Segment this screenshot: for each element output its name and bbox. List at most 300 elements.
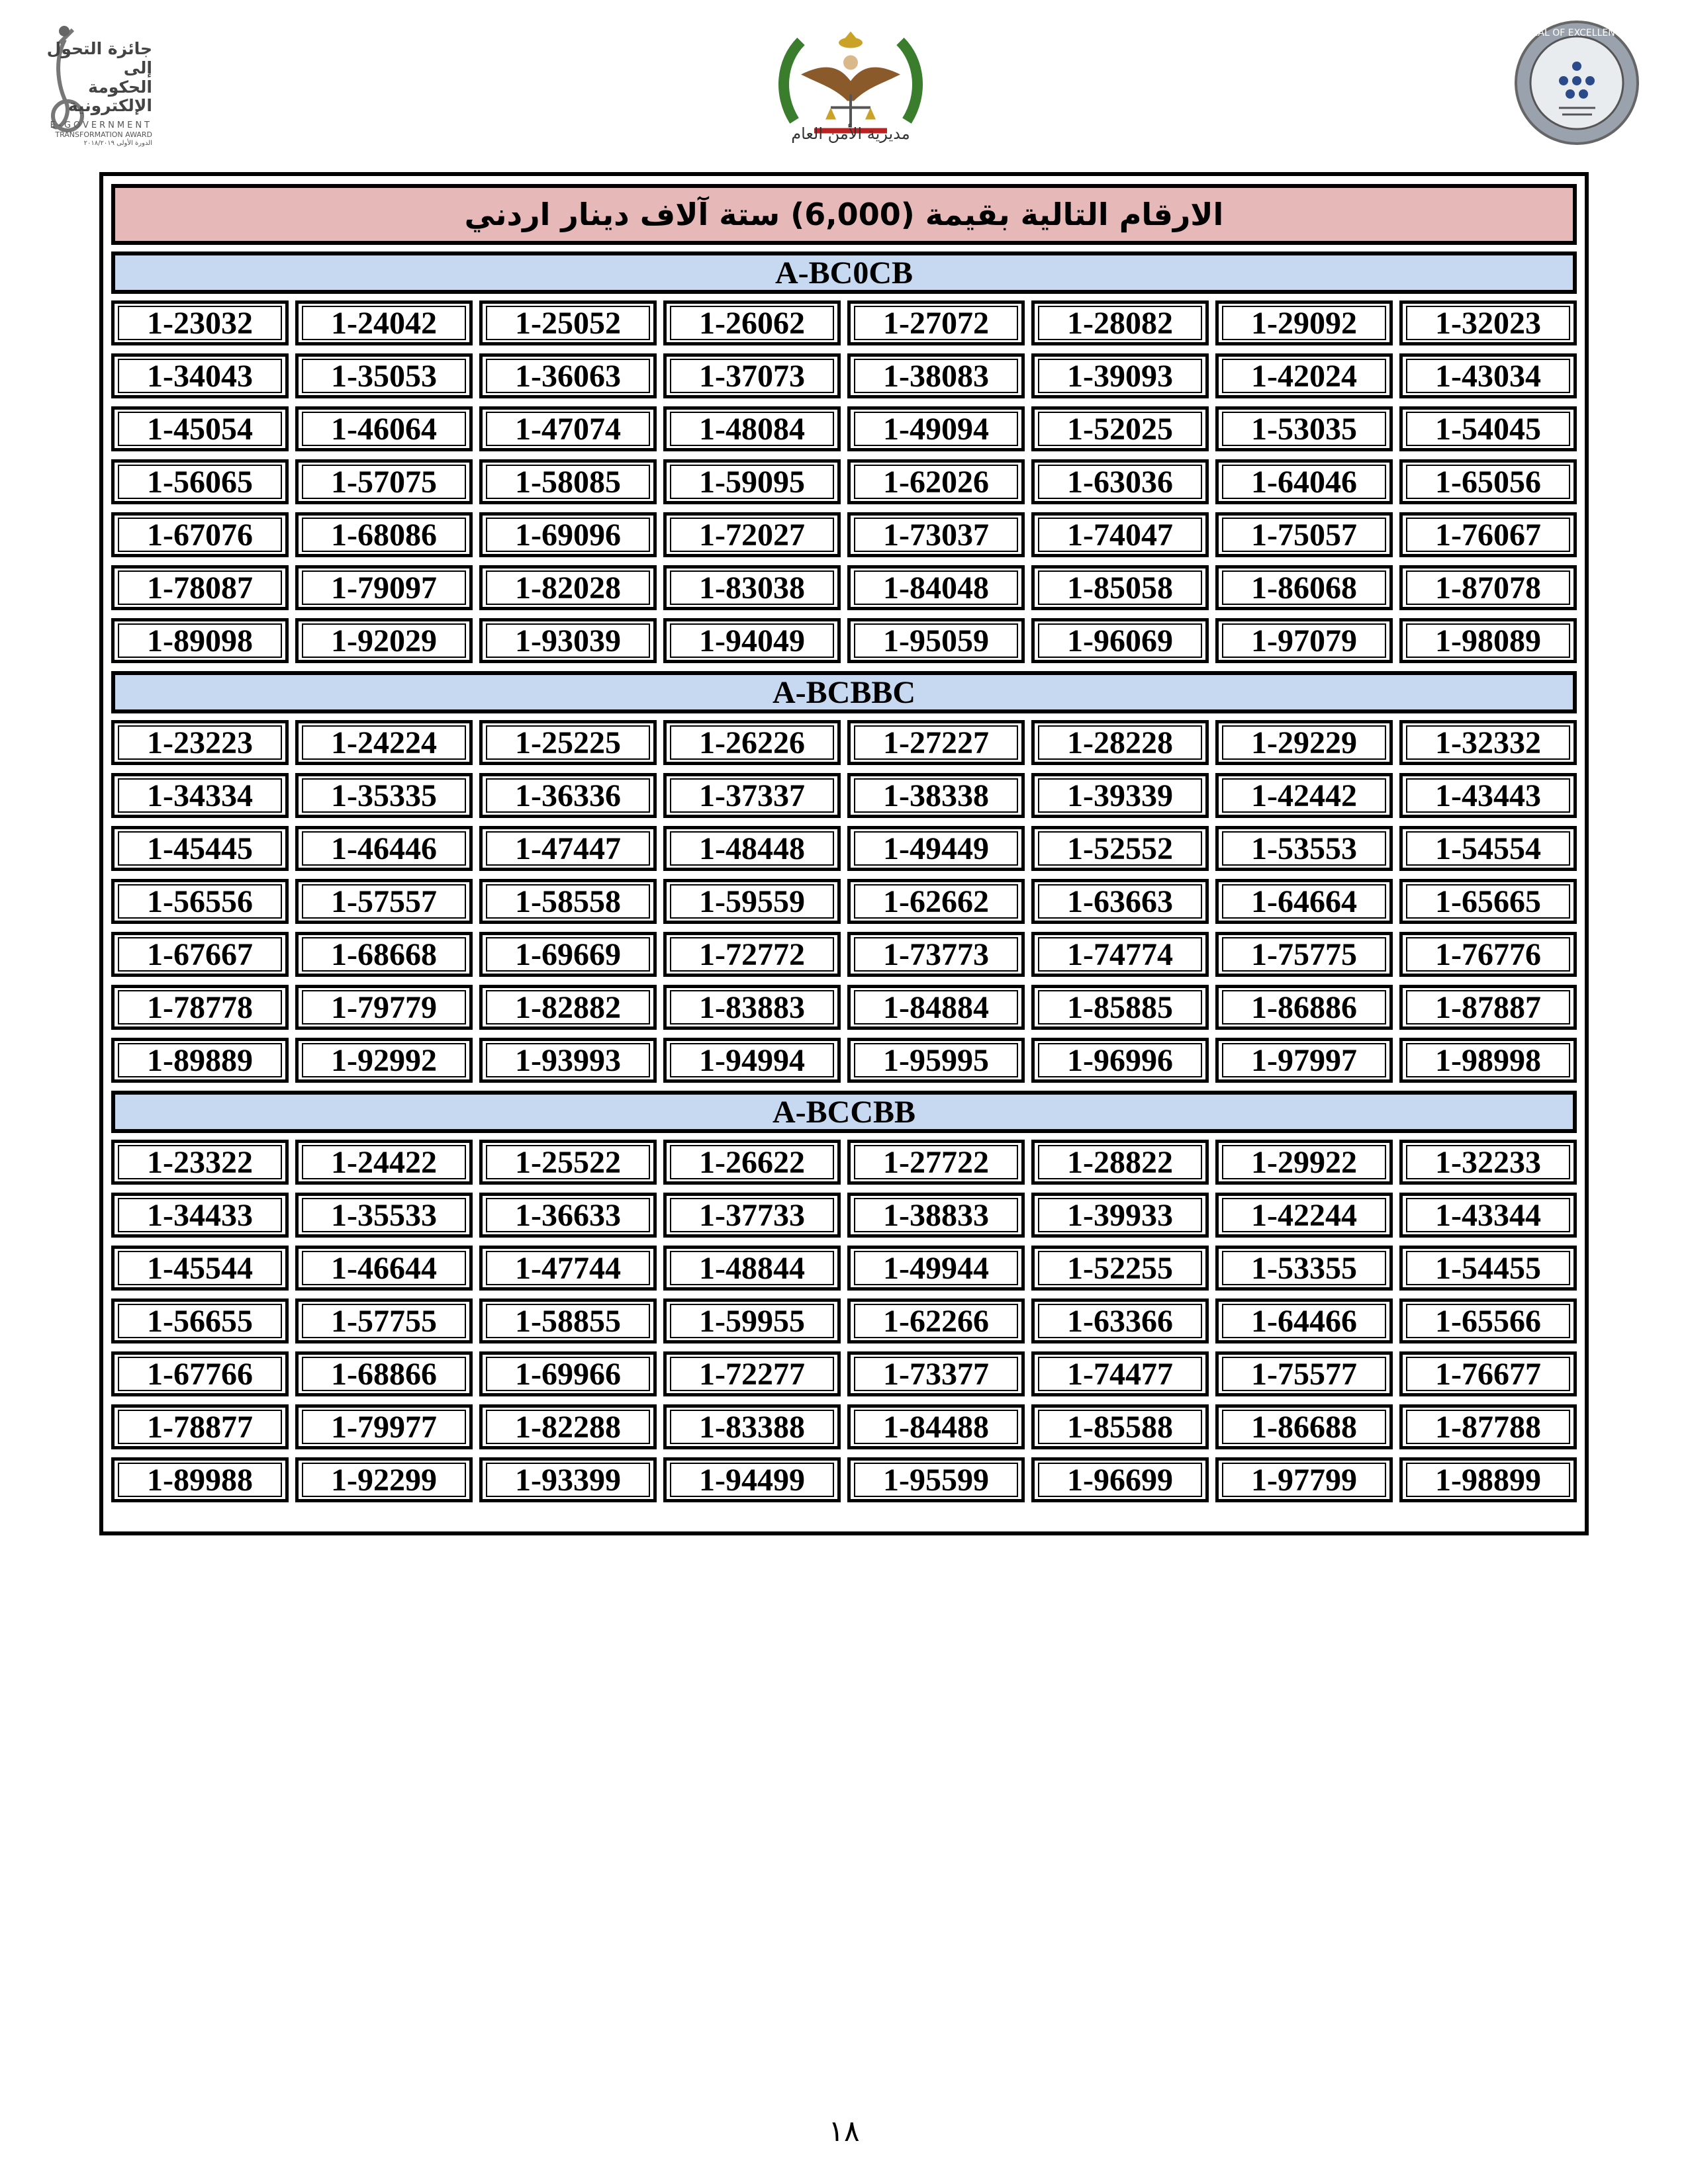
number-value: 1-85058 [1038, 570, 1202, 605]
number-value: 1-78877 [118, 1410, 282, 1444]
number-value: 1-85588 [1038, 1410, 1202, 1444]
number-value: 1-76776 [1406, 937, 1570, 972]
number-cell [111, 353, 289, 398]
number-cell [1215, 300, 1393, 345]
number-cell [295, 1038, 473, 1083]
number-cell [479, 1246, 657, 1291]
number-value: 1-56065 [118, 465, 282, 499]
number-cell [295, 565, 473, 610]
number-cell [663, 406, 841, 451]
number-value: 1-56556 [118, 884, 282, 919]
number-cell [479, 1404, 657, 1449]
number-value: 1-46644 [302, 1251, 466, 1285]
number-value: 1-89988 [118, 1463, 282, 1497]
number-value: 1-84488 [854, 1410, 1018, 1444]
number-cell [295, 879, 473, 924]
number-value: 1-96069 [1038, 623, 1202, 658]
number-value: 1-92992 [302, 1043, 466, 1077]
number-cell [1215, 985, 1393, 1030]
number-value: 1-25225 [486, 725, 650, 760]
number-cell [111, 1457, 289, 1502]
number-cell [1031, 1457, 1209, 1502]
number-cell [111, 773, 289, 818]
number-cell [847, 932, 1025, 977]
number-value: 1-45054 [118, 412, 282, 446]
number-cell [479, 406, 657, 451]
number-cell [295, 512, 473, 557]
number-cell [1215, 879, 1393, 924]
number-value: 1-64466 [1222, 1304, 1386, 1338]
number-value: 1-83038 [670, 570, 834, 605]
number-cell [479, 826, 657, 871]
number-value: 1-95059 [854, 623, 1018, 658]
number-cell [663, 618, 841, 663]
number-value: 1-35335 [302, 778, 466, 813]
number-cell [1399, 1246, 1577, 1291]
number-cell [1399, 512, 1577, 557]
number-cell [479, 1193, 657, 1238]
number-value: 1-49094 [854, 412, 1018, 446]
number-cell [1399, 406, 1577, 451]
number-value: 1-28822 [1038, 1145, 1202, 1179]
number-value: 1-26226 [670, 725, 834, 760]
number-value: 1-69966 [486, 1357, 650, 1391]
number-value: 1-38833 [854, 1198, 1018, 1232]
number-value: 1-87788 [1406, 1410, 1570, 1444]
number-value: 1-62026 [854, 465, 1018, 499]
number-cell [847, 1457, 1025, 1502]
number-cell [1031, 932, 1209, 977]
number-cell [1399, 879, 1577, 924]
number-value: 1-84884 [854, 990, 1018, 1024]
number-value: 1-86068 [1222, 570, 1386, 605]
number-cell [663, 353, 841, 398]
number-cell [295, 459, 473, 504]
number-value: 1-86886 [1222, 990, 1386, 1024]
number-cell [1399, 932, 1577, 977]
number-cell [1215, 1140, 1393, 1185]
number-value: 1-75577 [1222, 1357, 1386, 1391]
number-cell [847, 618, 1025, 663]
section-code-header: A-BCBBC [111, 671, 1577, 713]
number-cell [1399, 1457, 1577, 1502]
number-value: 1-74477 [1038, 1357, 1202, 1391]
number-value: 1-67076 [118, 518, 282, 552]
number-cell [1399, 300, 1577, 345]
number-value: 1-85885 [1038, 990, 1202, 1024]
number-cell [479, 1351, 657, 1396]
number-cell [1031, 1038, 1209, 1083]
number-cell [663, 1038, 841, 1083]
number-cell [295, 406, 473, 451]
number-cell [1399, 1298, 1577, 1343]
number-value: 1-43344 [1406, 1198, 1570, 1232]
number-value: 1-38083 [854, 359, 1018, 393]
number-cell [663, 826, 841, 871]
number-cell [111, 1193, 289, 1238]
number-value: 1-83388 [670, 1410, 834, 1444]
number-value: 1-57557 [302, 884, 466, 919]
number-cell [663, 459, 841, 504]
number-cell [663, 1298, 841, 1343]
number-value: 1-82288 [486, 1410, 650, 1444]
number-value: 1-37733 [670, 1198, 834, 1232]
number-cell [479, 985, 657, 1030]
number-value: 1-98089 [1406, 623, 1570, 658]
number-cell [847, 879, 1025, 924]
number-value: 1-57755 [302, 1304, 466, 1338]
number-cell [1399, 565, 1577, 610]
number-cell [479, 1140, 657, 1185]
number-cell [847, 826, 1025, 871]
number-cell [847, 512, 1025, 557]
number-value: 1-76677 [1406, 1357, 1570, 1391]
number-value: 1-39093 [1038, 359, 1202, 393]
number-cell [1031, 618, 1209, 663]
number-value: 1-58558 [486, 884, 650, 919]
number-cell [1399, 459, 1577, 504]
section-number-grid [111, 300, 1577, 663]
number-cell [295, 618, 473, 663]
number-value: 1-83883 [670, 990, 834, 1024]
number-cell [1215, 826, 1393, 871]
number-cell [1031, 879, 1209, 924]
seal-text: SEAL OF EXCELLENCE [1526, 28, 1628, 38]
number-value: 1-57075 [302, 465, 466, 499]
seal-of-excellence-logo [1513, 19, 1642, 148]
number-value: 1-79977 [302, 1410, 466, 1444]
number-value: 1-49944 [854, 1251, 1018, 1285]
number-value: 1-37337 [670, 778, 834, 813]
number-value: 1-59559 [670, 884, 834, 919]
page-number: ١٨ [828, 2115, 860, 2148]
number-value: 1-68668 [302, 937, 466, 972]
number-cell [847, 1298, 1025, 1343]
number-value: 1-78778 [118, 990, 282, 1024]
number-value: 1-75775 [1222, 937, 1386, 972]
number-value: 1-56655 [118, 1304, 282, 1338]
number-cell [111, 1298, 289, 1343]
number-value: 1-39933 [1038, 1198, 1202, 1232]
number-cell [111, 826, 289, 871]
number-value: 1-54045 [1406, 412, 1570, 446]
number-value: 1-98998 [1406, 1043, 1570, 1077]
number-cell [663, 1140, 841, 1185]
number-cell [847, 1193, 1025, 1238]
number-value: 1-26622 [670, 1145, 834, 1179]
number-cell [1215, 1038, 1393, 1083]
number-cell [111, 1038, 289, 1083]
number-value: 1-34334 [118, 778, 282, 813]
award-arabic-line1: جائزة التحول إلى [46, 39, 152, 77]
number-cell [1031, 826, 1209, 871]
number-value: 1-59095 [670, 465, 834, 499]
number-value: 1-35053 [302, 359, 466, 393]
number-cell [1031, 512, 1209, 557]
number-value: 1-74047 [1038, 518, 1202, 552]
number-cell [111, 1246, 289, 1291]
number-cell [1215, 618, 1393, 663]
number-value: 1-49449 [854, 831, 1018, 866]
number-cell [479, 300, 657, 345]
section-number-grid [111, 1140, 1577, 1502]
number-value: 1-25052 [486, 306, 650, 340]
number-cell [111, 720, 289, 765]
number-cell [847, 353, 1025, 398]
number-value: 1-23223 [118, 725, 282, 760]
number-value: 1-24422 [302, 1145, 466, 1179]
number-value: 1-47074 [486, 412, 650, 446]
award-english-line2: TRANSFORMATION AWARD [55, 130, 152, 139]
number-value: 1-67667 [118, 937, 282, 972]
number-value: 1-78087 [118, 570, 282, 605]
number-value: 1-24042 [302, 306, 466, 340]
table-title-bar [111, 184, 1577, 245]
number-cell [295, 720, 473, 765]
number-cell [111, 512, 289, 557]
section-number-grid [111, 720, 1577, 1083]
number-cell [847, 1351, 1025, 1396]
number-value: 1-73773 [854, 937, 1018, 972]
number-cell [1215, 565, 1393, 610]
number-value: 1-52025 [1038, 412, 1202, 446]
number-cell [1399, 773, 1577, 818]
number-value: 1-93993 [486, 1043, 650, 1077]
number-value: 1-53355 [1222, 1251, 1386, 1285]
numbers-table-frame [99, 172, 1589, 1535]
number-cell [295, 932, 473, 977]
number-value: 1-87078 [1406, 570, 1570, 605]
number-cell [1215, 353, 1393, 398]
number-cell [663, 720, 841, 765]
number-cell [295, 1193, 473, 1238]
number-cell [479, 353, 657, 398]
number-value: 1-27072 [854, 306, 1018, 340]
number-cell [663, 879, 841, 924]
number-cell [479, 459, 657, 504]
number-cell [295, 1351, 473, 1396]
number-value: 1-92299 [302, 1463, 466, 1497]
number-cell [295, 1457, 473, 1502]
number-value: 1-96996 [1038, 1043, 1202, 1077]
number-value: 1-42244 [1222, 1198, 1386, 1232]
number-value: 1-39339 [1038, 778, 1202, 813]
number-value: 1-69669 [486, 937, 650, 972]
number-value: 1-27227 [854, 725, 1018, 760]
award-edition-line: الدورة الأولى ٢٠١٨/٢٠١٩ [83, 139, 152, 147]
number-cell [479, 720, 657, 765]
number-cell [111, 459, 289, 504]
number-value: 1-94994 [670, 1043, 834, 1077]
number-value: 1-29922 [1222, 1145, 1386, 1179]
number-cell [1031, 300, 1209, 345]
section-code-header: A-BCCBB [111, 1091, 1577, 1133]
number-cell [1215, 720, 1393, 765]
number-value: 1-69096 [486, 518, 650, 552]
number-value: 1-73377 [854, 1357, 1018, 1391]
number-value: 1-28082 [1038, 306, 1202, 340]
number-cell [1031, 1404, 1209, 1449]
number-value: 1-79097 [302, 570, 466, 605]
number-value: 1-95995 [854, 1043, 1018, 1077]
number-value: 1-63366 [1038, 1304, 1202, 1338]
number-value: 1-95599 [854, 1463, 1018, 1497]
number-cell [847, 985, 1025, 1030]
number-cell [295, 773, 473, 818]
number-cell [663, 1404, 841, 1449]
number-cell [1215, 406, 1393, 451]
number-value: 1-53553 [1222, 831, 1386, 866]
number-cell [1215, 1246, 1393, 1291]
number-value: 1-38338 [854, 778, 1018, 813]
number-cell [295, 826, 473, 871]
number-value: 1-48448 [670, 831, 834, 866]
number-cell [295, 1246, 473, 1291]
number-value: 1-47744 [486, 1251, 650, 1285]
number-cell [847, 773, 1025, 818]
number-cell [111, 879, 289, 924]
number-value: 1-46064 [302, 412, 466, 446]
number-value: 1-34433 [118, 1198, 282, 1232]
number-value: 1-24224 [302, 725, 466, 760]
number-cell [111, 1140, 289, 1185]
number-value: 1-68086 [302, 518, 466, 552]
number-value: 1-98899 [1406, 1463, 1570, 1497]
number-cell [479, 1457, 657, 1502]
number-cell [1215, 1404, 1393, 1449]
number-cell [111, 1404, 289, 1449]
number-cell [1215, 1351, 1393, 1396]
number-value: 1-37073 [670, 359, 834, 393]
number-cell [479, 773, 657, 818]
number-value: 1-64046 [1222, 465, 1386, 499]
number-cell [1031, 565, 1209, 610]
number-cell [847, 459, 1025, 504]
award-arabic-line2: الحكومة الإلكترونية [68, 77, 152, 116]
public-security-caption: مديرية الأمن العام [791, 124, 910, 143]
number-value: 1-35533 [302, 1198, 466, 1232]
number-value: 1-86688 [1222, 1410, 1386, 1444]
number-cell [111, 1351, 289, 1396]
number-cell [1399, 1193, 1577, 1238]
number-value: 1-64664 [1222, 884, 1386, 919]
number-value: 1-48084 [670, 412, 834, 446]
number-value: 1-87887 [1406, 990, 1570, 1024]
number-cell [479, 932, 657, 977]
number-cell [1031, 720, 1209, 765]
number-cell [663, 565, 841, 610]
number-cell [479, 1298, 657, 1343]
number-cell [847, 1038, 1025, 1083]
number-cell [1399, 826, 1577, 871]
number-value: 1-59955 [670, 1304, 834, 1338]
number-cell [1215, 512, 1393, 557]
number-cell [479, 618, 657, 663]
number-cell [295, 985, 473, 1030]
number-value: 1-43034 [1406, 359, 1570, 393]
number-value: 1-62266 [854, 1304, 1018, 1338]
number-value: 1-58855 [486, 1304, 650, 1338]
number-value: 1-65665 [1406, 884, 1570, 919]
number-value: 1-46446 [302, 831, 466, 866]
number-cell [1399, 618, 1577, 663]
number-cell [1031, 406, 1209, 451]
table-title: الارقام التالية بقيمة (6,000) ستة آلاف دينار اردني [464, 197, 1224, 232]
number-cell [479, 879, 657, 924]
egov-award-text [38, 40, 152, 147]
number-cell [1031, 1246, 1209, 1291]
number-value: 1-43443 [1406, 778, 1570, 813]
number-value: 1-94049 [670, 623, 834, 658]
number-cell [1215, 459, 1393, 504]
number-cell [479, 512, 657, 557]
number-cell [295, 1298, 473, 1343]
number-value: 1-79779 [302, 990, 466, 1024]
number-value: 1-48844 [670, 1251, 834, 1285]
number-cell [1031, 353, 1209, 398]
number-cell [847, 720, 1025, 765]
number-value: 1-29092 [1222, 306, 1386, 340]
number-value: 1-45544 [118, 1251, 282, 1285]
number-cell [111, 565, 289, 610]
number-value: 1-28228 [1038, 725, 1202, 760]
number-value: 1-25522 [486, 1145, 650, 1179]
number-cell [1399, 353, 1577, 398]
number-value: 1-82028 [486, 570, 650, 605]
number-cell [111, 406, 289, 451]
number-cell [663, 985, 841, 1030]
number-value: 1-97997 [1222, 1043, 1386, 1077]
numbers-table [111, 184, 1577, 1510]
number-cell [1399, 1404, 1577, 1449]
number-cell [847, 1246, 1025, 1291]
number-cell [847, 406, 1025, 451]
number-value: 1-54554 [1406, 831, 1570, 866]
number-cell [847, 1140, 1025, 1185]
number-cell [295, 353, 473, 398]
number-cell [479, 1038, 657, 1083]
number-cell [1399, 1351, 1577, 1396]
number-value: 1-32332 [1406, 725, 1570, 760]
number-value: 1-72277 [670, 1357, 834, 1391]
number-cell [1031, 459, 1209, 504]
number-value: 1-97079 [1222, 623, 1386, 658]
number-cell [1215, 1457, 1393, 1502]
number-cell [663, 1351, 841, 1396]
number-value: 1-65566 [1406, 1304, 1570, 1338]
number-value: 1-32233 [1406, 1145, 1570, 1179]
number-cell [295, 1404, 473, 1449]
number-cell [1031, 773, 1209, 818]
number-value: 1-52552 [1038, 831, 1202, 866]
number-value: 1-89889 [118, 1043, 282, 1077]
number-value: 1-42024 [1222, 359, 1386, 393]
number-cell [663, 512, 841, 557]
number-value: 1-89098 [118, 623, 282, 658]
number-cell [1215, 773, 1393, 818]
number-value: 1-73037 [854, 518, 1018, 552]
number-cell [111, 300, 289, 345]
number-cell [663, 932, 841, 977]
number-cell [847, 300, 1025, 345]
number-value: 1-52255 [1038, 1251, 1202, 1285]
number-cell [1399, 985, 1577, 1030]
number-value: 1-93039 [486, 623, 650, 658]
number-value: 1-68866 [302, 1357, 466, 1391]
number-cell [663, 1457, 841, 1502]
number-value: 1-54455 [1406, 1251, 1570, 1285]
number-cell [663, 300, 841, 345]
